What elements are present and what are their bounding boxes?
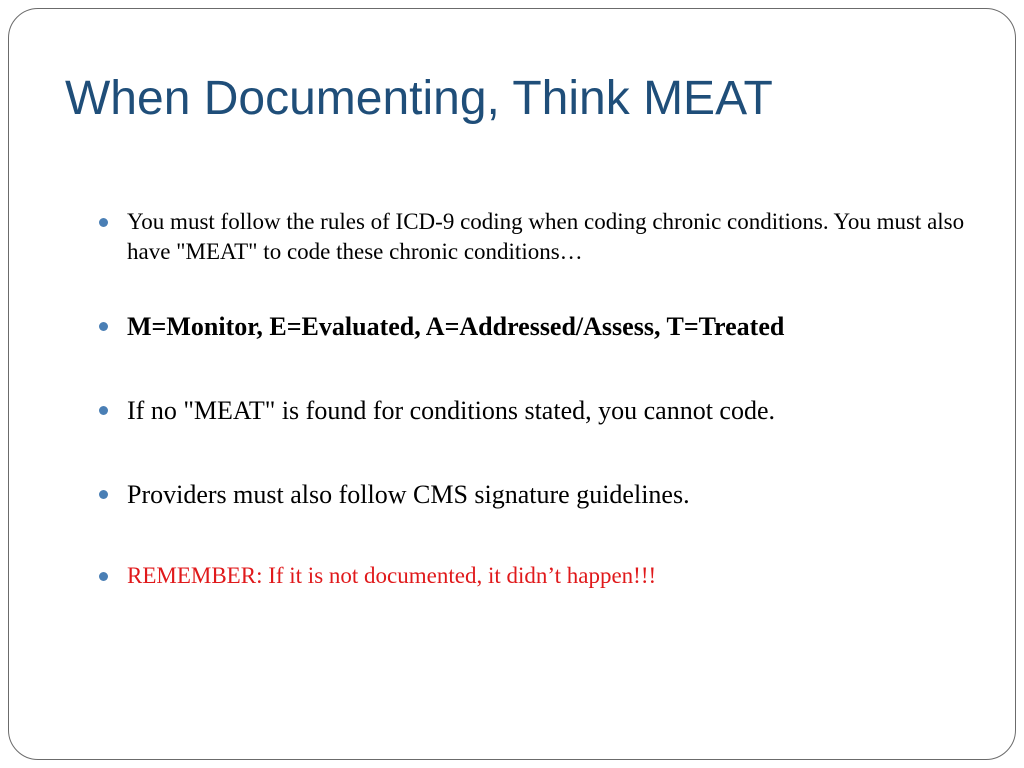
bullet-text: You must follow the rules of ICD-9 coding when coding chronic conditions. You must also have "MEAT" to code these chronic conditions…	[127, 209, 965, 264]
bullet-text: M=Monitor, E=Evaluated, A=Addressed/Assess, T=Treated	[127, 312, 785, 341]
slide-frame	[8, 8, 1016, 760]
bullet-text: If no "MEAT" is found for conditions stated, you cannot code.	[127, 396, 775, 425]
bullet-item-remember	[91, 561, 971, 591]
slide-title: When Documenting, Think MEAT	[65, 72, 773, 125]
bullet-text: REMEMBER: If it is not documented, it didn’t happen!!!	[127, 563, 657, 588]
bullet-item-icd9-rules	[91, 207, 971, 267]
bullet-text: Providers must also follow CMS signature guidelines.	[127, 480, 690, 509]
bullet-item-meat-definition	[91, 311, 971, 343]
bullet-item-cms-signature	[91, 479, 971, 511]
bullet-dot-icon	[99, 322, 108, 331]
bullet-dot-icon	[99, 218, 108, 227]
bullet-dot-icon	[99, 490, 108, 499]
bullet-dot-icon	[99, 572, 108, 581]
bullet-list	[91, 207, 971, 591]
bullet-item-no-meat	[91, 395, 971, 427]
bullet-dot-icon	[99, 406, 108, 415]
